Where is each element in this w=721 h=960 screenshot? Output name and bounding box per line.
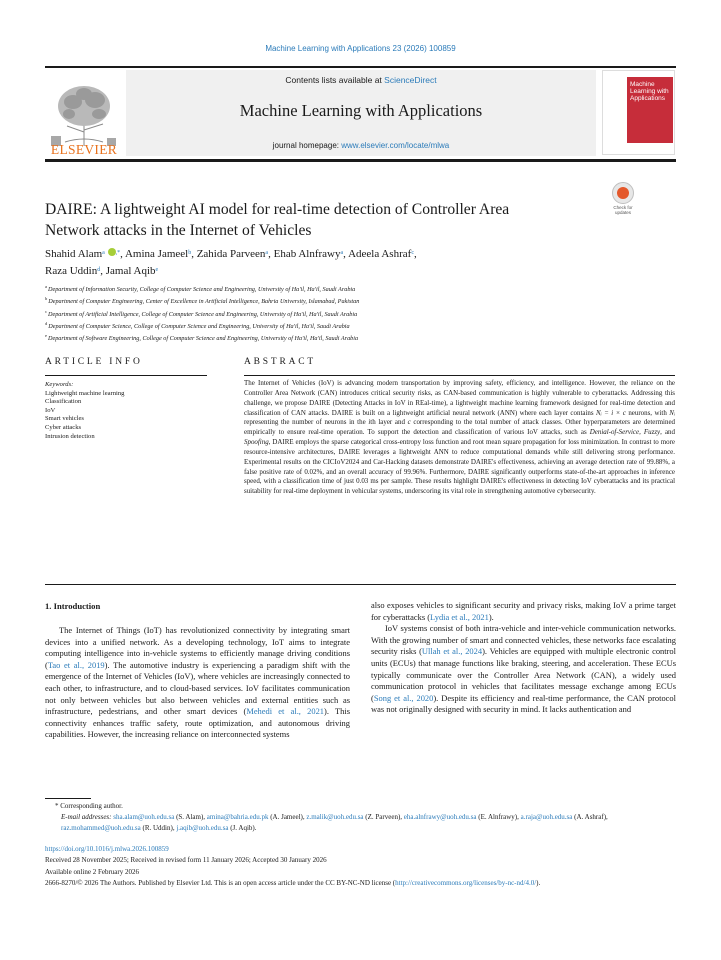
abstract-text: The Internet of Vehicles (IoV) is advancing modern transportation by improving safety, efficiency, and intelligence. However, the reliance on the Controller Area Network (CAN) introduces critical security risks, as CAN-based communication is highly vulnerable to cyberattacks. Addressing this challenge, we propose DAIRE (Detecting Attacks in IoV in REal-time), a lightweight machine learning framework designed for real-time detection and classification of CAN attacks. DAIRE is built on a lightweight artificial neural network (ANN) where each layer contains Nᵢ = i × c neurons, with Nᵢ representing the number of neurons in the ith layer and c corresponding to the total number of attack classes. Other hyperparameters are determined empirically to ensure real-time operation. To support the detection and classification of various IoV attacks, such as Denial-of-Service, Fuzzy, and Spoofing, DAIRE employs the sparse categorical cross-entropy loss function and root mean square propagation for loss minimization. In contrast to more resource-intensive architectures, DAIRE leverages a lightweight ANN to reduce computational demands while still delivering strong performance. Experimental results on the CICIoV2024 and Car-Hacking datasets demonstrate DAIRE's effectiveness, achieving an average detection rate of 99.88%, a false positive rate of 0.02%, and an overall accuracy of 99.96%. Furthermore, DAIRE significantly outperforms state-of-the-art approaches in inference speed, with a classification time of just 0.03 ms per sample. These results highlight DAIRE's effectiveness in detecting IoV cyberattacks and its practical suitability for real-time deployment in vehicular systems, underscoring its vital role in strengthening automotive cybersecurity. [244, 379, 675, 496]
available-online: Available online 2 February 2026 [45, 867, 139, 876]
citation-link[interactable]: Ullah et al., 2024 [421, 646, 483, 657]
journal-cover-text: Machine Learning with Applications [630, 81, 669, 102]
body-paragraph: also exposes vehicles to significant security and privacy risks, making IoV a prime target for cyberattacks (Lydia et al., 2021). [371, 600, 676, 622]
masthead-top-rule [45, 66, 676, 68]
citation-link[interactable]: Song et al., 2020 [373, 692, 434, 703]
neuron-formula: Nᵢ = i × c [596, 408, 626, 417]
keyword-item: IoV [45, 406, 56, 414]
running-head[interactable]: Machine Learning with Applications 23 (2026) 100859 [265, 44, 456, 53]
body-paragraph: IoV systems consist of both intra-vehicle and inter-vehicle communication networks. With the growing number of smart and connected vehicles, these networks face escalating security risks (Ullah et al., 2024). Vehicles are equipped with multiple electronic control units (ECUs) that manage functions like braking, steering, and acceleration. These ECUs typically communicate over the Controller Area Network (CAN), a widely used communication protocol in vehicles that facilitates message exchange among ECUs (Song et al., 2020). Despite its efficiency and real-time performance, the CAN protocol was not originally designed with security in mind. It lacks authentication and [371, 623, 676, 715]
email-link[interactable]: sha.alam@uoh.edu.sa [113, 813, 175, 821]
license-statement: 2666-8270/© 2026 The Authors. Published by Elsevier Ltd. This is an open access article under the CC BY-NC-ND license (http://creativecommons.org/licenses/by-nc-nd/4.0/). [45, 878, 541, 887]
affiliation-item: $^b$Department of Computer Engineering, Center of Excellence in Artificial Intelligence, Bahria University, Islamabad, Pakistan [45, 296, 360, 306]
author-name[interactable]: Adeela Ashraf [348, 248, 412, 260]
email-link[interactable]: a.raja@uoh.edu.sa [520, 813, 573, 821]
keyword-item: Intrusion detection [45, 432, 95, 440]
author-affiliation-mark[interactable]: a [265, 250, 269, 256]
author-name[interactable]: Zahida Parveen [196, 248, 266, 260]
author-affiliation-mark[interactable]: a [340, 250, 344, 256]
article-title [45, 199, 595, 241]
abstract-heading: ABSTRACT [244, 357, 317, 367]
footnote-rule [45, 798, 91, 799]
affiliations [45, 282, 605, 344]
abstract-bottom-rule [45, 584, 676, 585]
body-column-right [371, 600, 676, 716]
check-updates-icon [612, 182, 634, 204]
keyword-item: Cyber attacks [45, 423, 82, 431]
homepage-line [126, 141, 596, 150]
citation-link[interactable]: Tao et al., 2019 [47, 659, 105, 670]
abstract-rule [244, 375, 675, 376]
homepage-link[interactable]: www.elsevier.com/locate/mlwa [341, 141, 450, 150]
section-heading-introduction: 1. Introduction [45, 601, 101, 611]
email-link[interactable]: amina@bahria.edu.pk [206, 813, 269, 821]
body-column-left [45, 625, 350, 741]
email-link[interactable]: eha.alnfrawy@uoh.edu.sa [403, 813, 477, 821]
article-info-heading: ARTICLE INFO [45, 357, 143, 367]
author-name[interactable]: Shahid Alam [45, 248, 103, 260]
article-title-line-1: DAIRE: A lightweight AI model for real-time detection of Controller Area [45, 201, 510, 218]
keyword-item: Classification [45, 398, 82, 406]
check-updates-label: Check for updates [613, 205, 633, 215]
keyword-item: Lightweight machine learning [45, 389, 125, 397]
email-link[interactable]: raz.mohammed@uoh.edu.sa [61, 824, 141, 832]
author-affiliation-mark[interactable]: c [411, 250, 414, 256]
masthead-bottom-rule [45, 159, 676, 162]
footnotes [45, 801, 676, 834]
author-affiliation-mark[interactable]: a [102, 250, 105, 256]
contents-prefix: Contents lists available at [285, 75, 385, 85]
author-affiliation-mark[interactable]: b [188, 250, 192, 256]
contents-line [126, 75, 596, 85]
email-link[interactable]: j.aqib@uoh.edu.sa [176, 824, 229, 832]
author-name[interactable]: Raza Uddin [45, 265, 98, 277]
citation-link[interactable]: Lydia et al., 2021 [430, 611, 489, 622]
license-link[interactable]: http://creativecommons.org/licenses/by-nc-nd/4.0/ [395, 878, 537, 887]
journal-cover-thumbnail[interactable] [602, 70, 675, 155]
article-title-line-2: Network attacks in the Internet of Vehicles [45, 222, 312, 239]
check-for-updates-button[interactable] [608, 182, 638, 216]
corresponding-author-note: * Corresponding author. [55, 802, 123, 810]
publication-info [45, 844, 676, 889]
author-name[interactable]: Amina Jameel [124, 248, 189, 260]
corresponding-mark[interactable]: ,* [115, 250, 121, 256]
sciencedirect-link[interactable]: ScienceDirect [384, 75, 437, 85]
journal-cover-image [627, 77, 673, 143]
author-list: Shahid Alam$^a$ ,*, Amina Jameel$^b$, Zahida Parveen$^a$, Ehab Alnfrawy$^a$, Adeela Ashraf$^c$, Raza Uddin$^d$, Jamal Aqib$^e$ [45, 248, 417, 277]
affiliation-item: $^e$Department of Software Engineering, College of Computer Science and Engineering, University of Ha'il, Ha'il, Saudi Arabia [45, 333, 359, 343]
article-info-rule [45, 375, 207, 376]
keywords-label: Keywords: [45, 381, 74, 388]
affiliation-item: $^a$Department of Information Security, College of Computer Science and Engineering, University of Ha'il, Ha'il, Saudi Arabia [45, 284, 356, 294]
citation-link[interactable]: Mehedi et al., 2021 [246, 706, 325, 717]
publisher-name[interactable]: ELSEVIER [50, 142, 118, 157]
orcid-icon[interactable] [108, 248, 116, 256]
received-dates: Received 28 November 2025; Received in revised form 11 January 2026; Accepted 30 January 2026 [45, 856, 327, 865]
author-affiliation-mark[interactable]: e [155, 267, 159, 273]
keyword-item: Smart vehicles [45, 415, 85, 423]
keywords-block [45, 381, 205, 441]
email-link[interactable]: z.malik@uoh.edu.sa [306, 813, 364, 821]
doi-link[interactable]: https://doi.org/10.1016/j.mlwa.2026.100859 [45, 845, 169, 853]
affiliation-item: $^d$Department of Computer Science, College of Computer Science and Engineering, University of Ha'il, Ha'il, Saudi Arabia [45, 321, 350, 331]
author-name[interactable]: Ehab Alnfrawy [273, 248, 341, 260]
affiliation-item: $^c$Department of Artificial Intelligence, College of Computer Science and Engineering, University of Ha'il, Ha'il, Saudi Arabia [45, 308, 358, 318]
journal-title[interactable]: Machine Learning with Applications [239, 101, 483, 120]
body-paragraph: The Internet of Things (IoT) has revolutionized connectivity by integrating smart devices into a unified network. As a developing technology, IoT aims to integrate computing intelligence into in-vehicle systems to efficiently manage driving conditions (Tao et al., 2019). The automotive industry is experiencing a paradigm shift with the emergence of the Internet of Vehicles (IoV), where vehicles are increasingly connected to each other, to infrastructure, and to cloud-based services. IoV facilitates communication not only between vehicles but also between vehicles and external entities such as infrastructure, pedestrians, and other smart devices (Mehedi et al., 2021). This connectivity enhances traffic safety, route optimization, and autonomous driving capabilities. However, the increasing reliance on interconnected systems [45, 625, 350, 740]
author-affiliation-mark[interactable]: d [97, 267, 101, 273]
attack-types: Denial-of-Service, Fuzzy [589, 428, 661, 437]
email-addresses: E-mail addresses: sha.alam@uoh.edu.sa (S. Alam), amina@bahria.edu.pk (A. Jameel), z.malik@uoh.edu.sa (Z. Parveen), eha.alnfrawy@uoh.edu.sa (E. Alnfrawy), a.raja@uoh.edu.sa (A. Ashraf), raz.mohammed@uoh.edu.sa (R. Uddin), j.aqib@uoh.edu.sa (J. Aqib). [61, 813, 608, 832]
homepage-prefix: journal homepage: [272, 141, 342, 150]
author-name[interactable]: Jamal Aqib [105, 265, 156, 277]
